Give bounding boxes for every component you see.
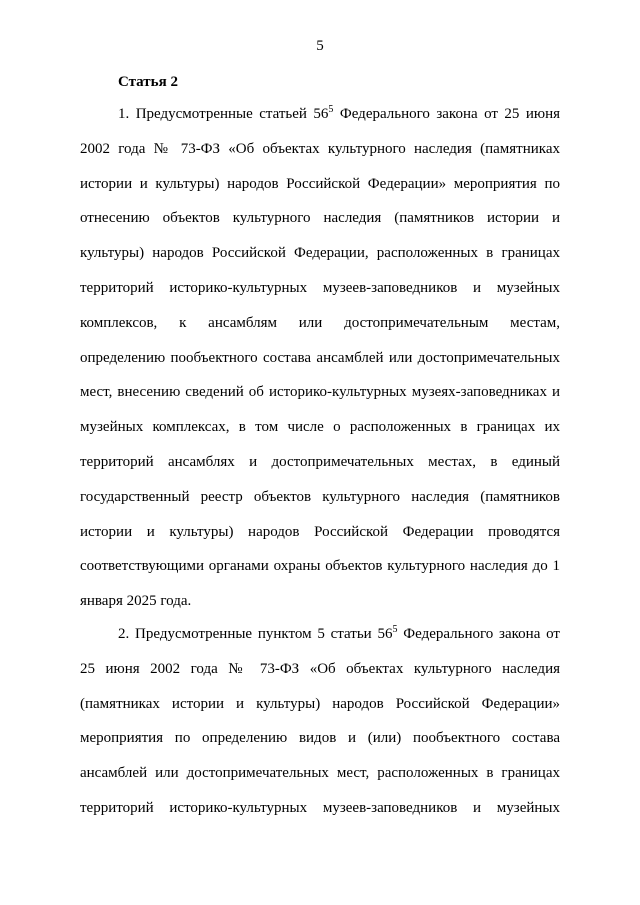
paragraph-line: 2. Предусмотренные пунктом 5 статьи $56^5$ Федерального закона от: [118, 624, 560, 642]
paragraph-line: культуры) народов Российской Федерации, расположенных в границах: [80, 245, 560, 262]
paragraph-line: января 2025 года.: [80, 593, 192, 610]
paragraph-line: истории и культуры) народов Российской Федерации проводятся: [80, 523, 560, 540]
paragraph-line: государственный реестр объектов культурного наследия (памятников: [80, 488, 560, 505]
paragraph-line: истории и культуры) народов Российской Федерации» мероприятия по: [80, 175, 560, 192]
paragraph-line: мероприятия по определению видов и (или) пообъектного состава: [80, 730, 560, 747]
paragraph-line: определению пообъектного состава ансамблей или достопримечательных: [80, 349, 560, 366]
paragraph-line: мест, внесению сведений об историко-культурных музеях-заповедниках и: [80, 384, 560, 401]
paragraph-line: территорий историко-культурных музеев-заповедников и музейных: [80, 279, 560, 296]
page-number: 5: [316, 38, 324, 54]
paragraph-line: отнесению объектов культурного наследия (памятников истории и: [80, 210, 560, 227]
paragraph-2: [80, 623, 560, 832]
paragraph-line: 2002 года № 73-ФЗ «Об объектах культурного наследия (памятниках: [80, 140, 560, 157]
paragraph-line: музейных комплексах, в том числе о расположенных в границах их: [80, 419, 560, 436]
paragraph-line: 1. Предусмотренные статьей $56^5$ Федерального закона от 25 июня: [118, 104, 561, 122]
paragraph-line: комплексов, к ансамблям или достопримечательным местам,: [80, 314, 560, 331]
paragraph-line: территорий ансамблях и достопримечательных местах, в единый: [80, 453, 560, 470]
paragraph-line: соответствующими органами охраны объектов культурного наследия до 1: [80, 558, 560, 575]
paragraph-line: территорий историко-культурных музеев-заповедников и музейных: [80, 799, 560, 816]
paragraph-line: 25 июня 2002 года № 73-ФЗ «Об объектах культурного наследия: [80, 660, 560, 677]
paragraph-1: [80, 103, 560, 625]
paragraph-line: (памятниках истории и культуры) народов Российской Федерации»: [80, 695, 560, 712]
paragraph-line: ансамблей или достопримечательных мест, расположенных в границах: [80, 765, 560, 782]
article-title: Статья 2: [118, 74, 178, 90]
